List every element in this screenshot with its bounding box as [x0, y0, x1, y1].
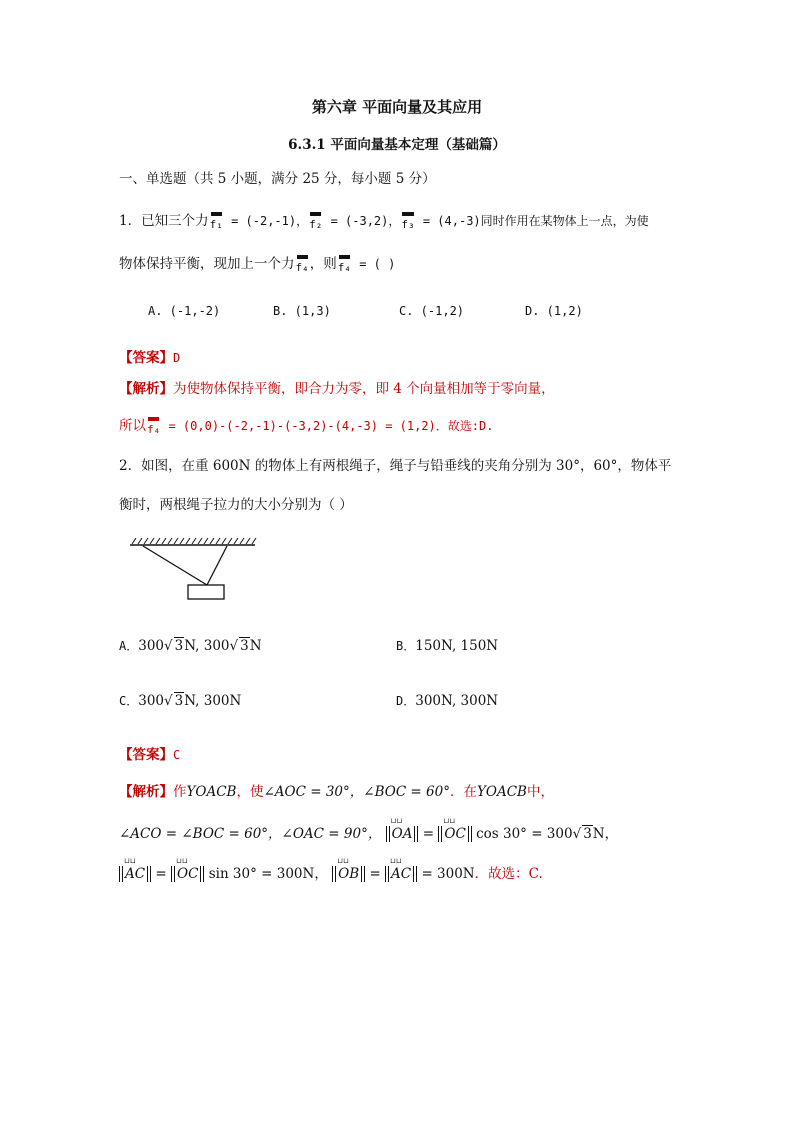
- q2-option-d[interactable]: D．300N, 300N: [396, 693, 499, 709]
- q2-stem-line1: 2．如图，在重 600N 的物体上有两根绳子，绳子与铅垂线的夹角分别为 30°，60°，物体平: [119, 458, 672, 474]
- rope-diagram: [125, 535, 260, 605]
- vector-oc: ⊔⊔ OC: [441, 826, 468, 842]
- vector-f2: f₂: [309, 212, 322, 231]
- rope-left: [143, 546, 207, 585]
- q2-answer: 【答案】C: [119, 747, 181, 763]
- q2-analysis-line1: 【解析】作YOACB，使∠AOC = 30°，∠BOC = 60°．在YOACB中，: [119, 784, 554, 800]
- vector-oc-2: ⊔⊔ OC: [174, 866, 201, 882]
- q1-analysis-line1: 【解析】为使物体保持平衡，即合力为零，即 4 个向量相加等于零向量，: [119, 381, 555, 397]
- q1-option-b[interactable]: B. (1,3): [273, 304, 331, 318]
- chapter-title: 第六章 平面向量及其应用: [311, 98, 483, 116]
- weight-block: [188, 585, 224, 599]
- q2-analysis-line3: ⊔⊔ AC = ⊔⊔ OC sin 30° = 300N， ⊔⊔ OB = ⊔⊔ AC = 300N．故选：C.: [119, 862, 543, 882]
- q1-option-d[interactable]: D. (1,2): [525, 304, 583, 318]
- q1-analysis-line2: 所以f₄ = (0,0)-(-2,-1)-(-3,2)-(4,-3) = (1,2)．故选:D.: [119, 418, 494, 436]
- q2-analysis-line2: ∠ACO = ∠BOC = 60°，∠OAC = 90°， ⊔⊔ OA = ⊔⊔ OC cos 30° = 300√ 3N，: [119, 822, 618, 842]
- vector-f4-answer: f₄: [147, 417, 160, 436]
- q1-stem-line1: 1．已知三个力f₁ = (-2,-1)，f₂ = (-3,2)，f₃ = (4,-3)同时作用在某物体上一点，为使: [119, 213, 649, 231]
- section-title: 6.3.1 平面向量基本定理（基础篇）: [288, 137, 506, 153]
- vector-f3: f₃: [401, 212, 414, 231]
- q2-option-b[interactable]: B．150N, 150N: [396, 638, 499, 654]
- q1-answer: 【答案】D: [119, 350, 181, 366]
- vector-f1: f₁: [210, 212, 223, 231]
- vector-f4: f₄: [296, 255, 309, 274]
- part-header: 一、单选题（共 5 小题，满分 25 分，每小题 5 分）: [119, 171, 436, 187]
- vector-f4-b: f₄: [338, 255, 351, 274]
- rope-right: [207, 546, 227, 585]
- vector-oa: ⊔⊔ OA: [389, 826, 416, 842]
- vector-ac-2: ⊔⊔ AC: [388, 866, 414, 882]
- q2-option-c[interactable]: C．300√ 3N, 300N: [119, 693, 242, 709]
- q1-option-a[interactable]: A. (-1,-2): [148, 304, 221, 318]
- ceiling-hatching: [132, 538, 256, 544]
- q1-option-c[interactable]: C. (-1,2): [399, 304, 465, 318]
- vector-ac: ⊔⊔ AC: [122, 866, 148, 882]
- q2-option-a[interactable]: A．300√ 3N, 300√ 3N: [119, 638, 262, 654]
- q2-stem-line2: 衡时，两根绳子拉力的大小分别为（ ）: [119, 497, 353, 513]
- q1-stem-line2: 物体保持平衡，现加上一个力f₄，则f₄ = ( ): [119, 256, 396, 274]
- vector-ob: ⊔⊔ OB: [335, 866, 362, 882]
